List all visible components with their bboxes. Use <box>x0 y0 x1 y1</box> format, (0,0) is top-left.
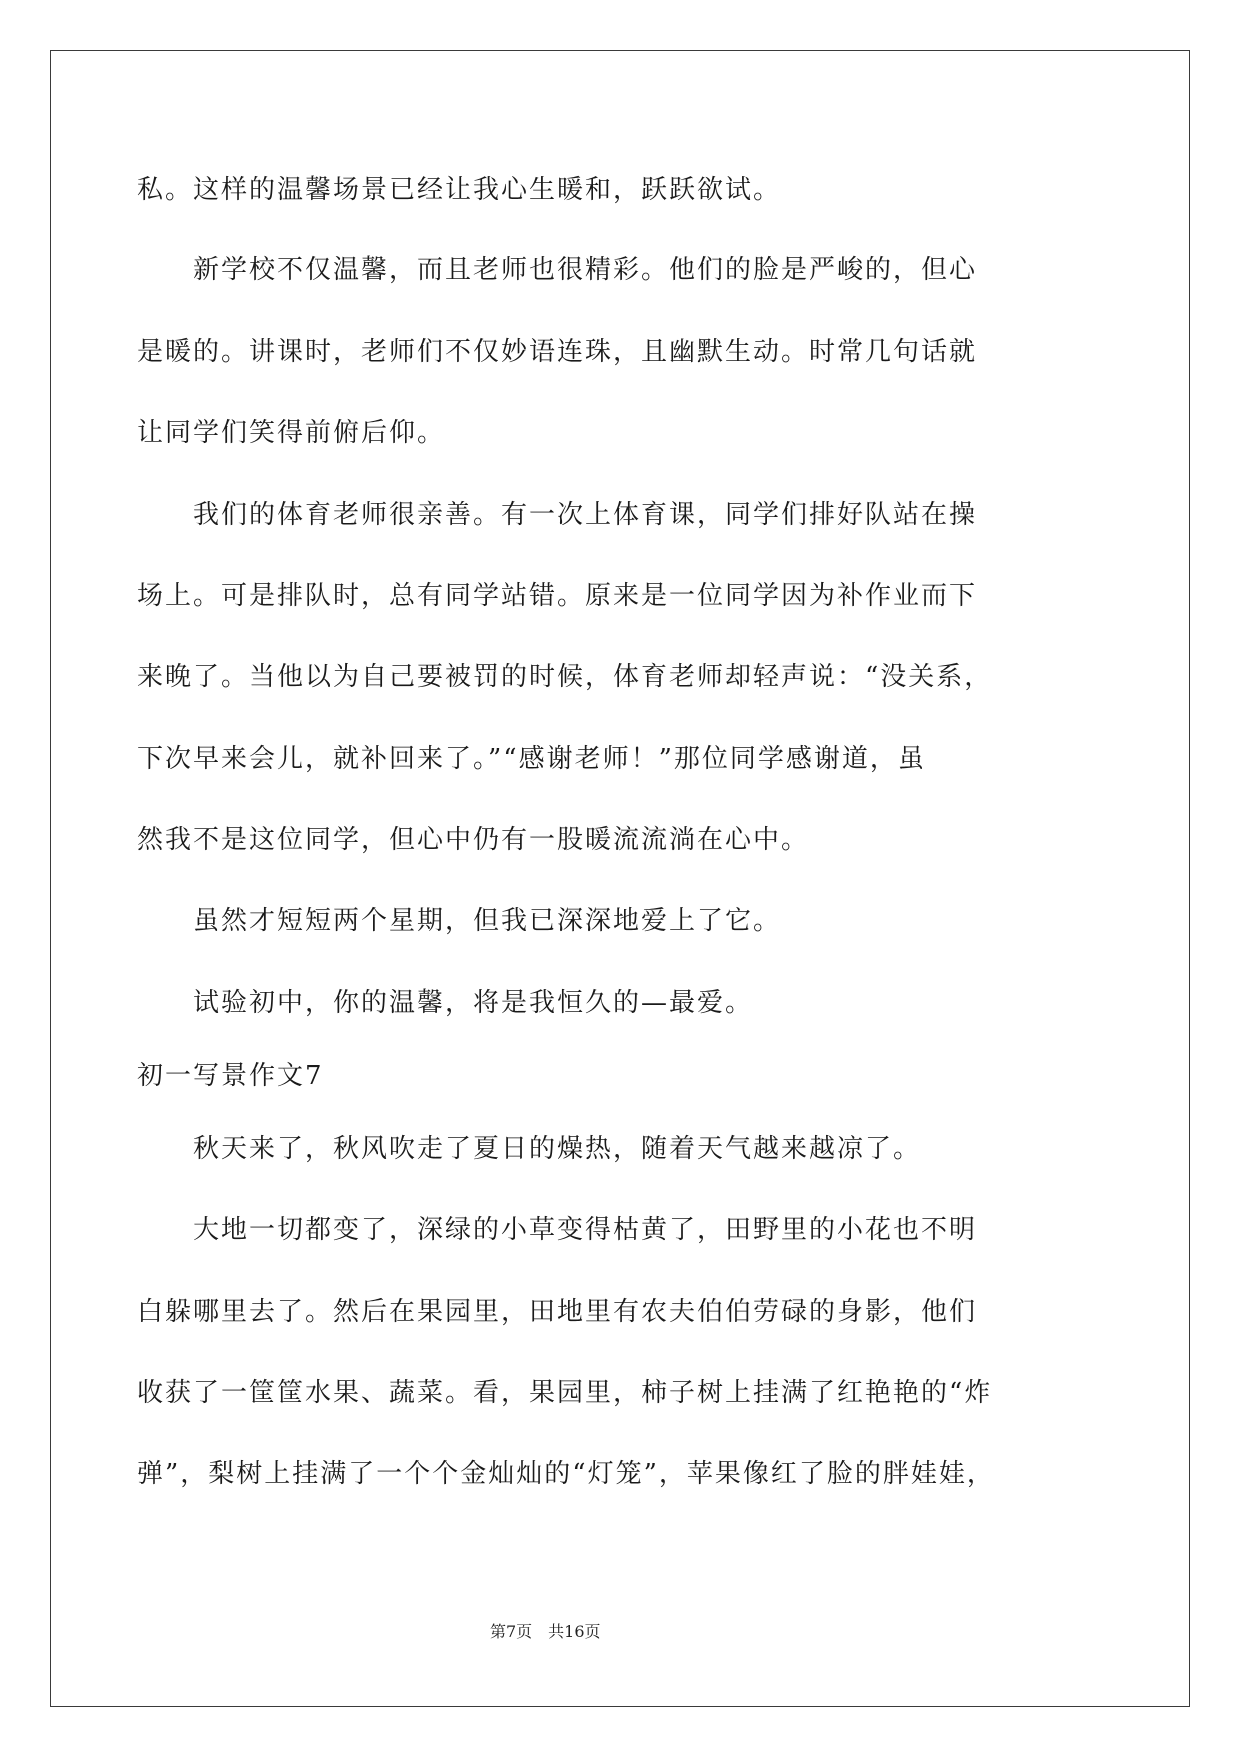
text-line: 来晚了。当他以为自己要被罚的时候，体育老师却轻声说：“没关系， <box>137 662 993 692</box>
text-line: 大地一切都变了，深绿的小草变得枯黄了，田野里的小花也不明 <box>193 1215 978 1245</box>
text-line: 弹”，梨树上挂满了一个个金灿灿的“灯笼”，苹果像红了脸的胖娃娃， <box>137 1459 995 1489</box>
text-line: 新学校不仅温馨，而且老师也很精彩。他们的脸是严峻的，但心 <box>193 255 978 285</box>
text-line: 私。这样的温馨场景已经让我心生暖和，跃跃欲试。 <box>137 175 782 205</box>
text-line: 收获了一筐筐水果、蔬菜。看，果园里，柿子树上挂满了红艳艳的“炸 <box>137 1378 993 1408</box>
text-line: 是暖的。讲课时，老师们不仅妙语连珠，且幽默生动。时常几句话就 <box>137 337 978 367</box>
text-line: 秋天来了，秋风吹走了夏日的燥热，随着天气越来越凉了。 <box>193 1134 922 1164</box>
text-line: 下次早来会儿，就补回来了。”“感谢老师！”那位同学感谢道，虽 <box>137 744 926 774</box>
text-line: 我们的体育老师很亲善。有一次上体育课，同学们排好队站在操 <box>193 500 978 530</box>
page-number-footer: 第7页 共16页 <box>490 1622 601 1641</box>
text-line: 让同学们笑得前俯后仰。 <box>137 418 446 448</box>
text-line: 然我不是这位同学，但心中仍有一股暖流流淌在心中。 <box>137 825 810 855</box>
section-heading: 初一写景作文7 <box>137 1061 324 1091</box>
text-line: 虽然才短短两个星期，但我已深深地爱上了它。 <box>193 906 782 936</box>
text-line: 场上。可是排队时，总有同学站错。原来是一位同学因为补作业而下 <box>137 581 978 611</box>
text-line: 白躲哪里去了。然后在果园里，田地里有农夫伯伯劳碌的身影，他们 <box>137 1297 978 1327</box>
text-line: 试验初中，你的温馨，将是我恒久的—最爱。 <box>193 988 754 1018</box>
